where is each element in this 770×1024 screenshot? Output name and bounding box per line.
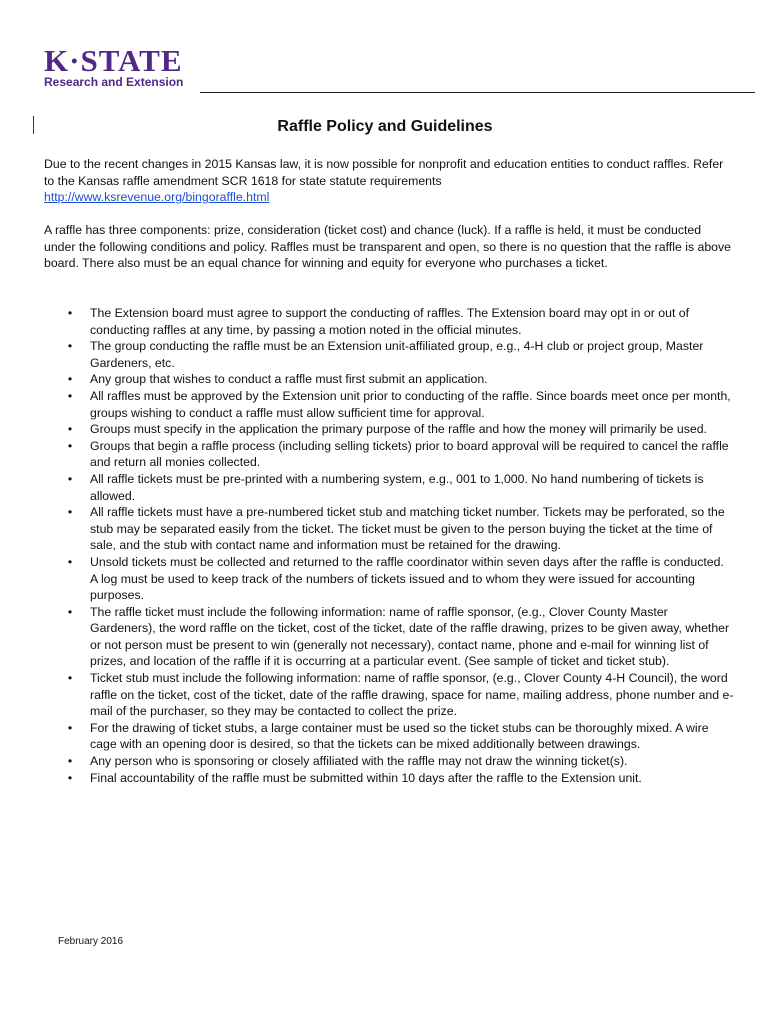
bullet-icon: • [67,770,73,785]
kstate-logo [44,44,183,88]
rule-item [44,770,734,787]
rule-item [44,338,734,371]
rule-item [44,388,734,421]
page-title: Raffle Policy and Guidelines [277,118,493,135]
bullet-icon: • [67,422,73,437]
rule-item [44,554,734,604]
rules-list [44,305,734,786]
logo-subtitle: Research and Extension [44,75,184,89]
bullet-icon: • [67,754,73,769]
bullet-icon: • [67,339,73,354]
intro-text: Due to the recent changes in 2015 Kansas law, it is now possible for nonprofit and education entities to conduct raffles. Refer to the Kansas raffle amendment SCR 1618 for state statute requirements [44,157,724,188]
components-paragraph: A raffle has three components: prize, consideration (ticket cost) and chance (luck). If a raffle is held, it must be conducted under the following conditions and policy. Raffles must be transparent and open, so there is no question that the raffle is above board. There also must be an equal chance for winning and equity for everyone who purchases a ticket. [44,223,732,271]
rule-text: Groups must specify in the application the primary purpose of the raffle and how the money will primarily be used. [90,422,707,437]
bullet-icon: • [67,720,73,735]
rule-text: All raffle tickets must be pre-printed with a numbering system, e.g., 001 to 1,000. No hand numbering of tickets is allowed. [90,471,704,503]
rule-item [44,305,734,338]
rule-text: Unsold tickets must be collected and returned to the raffle coordinator within seven days after the raffle is conducted. A log must be used to keep track of the numbers of tickets issued and to whom they were issued for accounting purposes. [90,554,724,603]
bullet-icon: • [67,388,73,403]
footer-date: February 2016 [58,936,124,947]
rule-item [44,421,734,438]
rule-text: The Extension board must agree to support the conducting of raffles. The Extension board may opt in or out of conducting raffles at any time, by passing a motion noted in the official minutes. [90,306,690,337]
rule-text: Final accountability of the raffle must be submitted within 10 days after the raffle to the Extension unit. [90,770,642,785]
bullet-icon: • [67,604,73,619]
rule-item [44,720,734,753]
rule-item [44,371,734,388]
bullet-icon: • [67,438,73,453]
rule-item [44,438,734,471]
bullet-icon: • [67,372,73,387]
rule-text: Ticket stub must include the following information: name of raffle sponsor, (e.g., Clover County 4-H Council), the word raffle on the ticket, cost of the ticket, date of the raffle drawing, space for name, mailing address, phone number and e-mail of the purchaser, so they may be contacted to collect the prize. [90,671,734,719]
logo-brand: K·STATE [44,43,183,78]
rule-text: Any person who is sponsoring or closely affiliated with the raffle may not draw the winning ticket(s). [90,754,628,769]
header-rule [200,92,755,93]
bullet-icon: • [67,471,73,486]
rule-item [44,504,734,554]
bullet-icon: • [67,671,73,686]
ksrevenue-link[interactable]: http://www.ksrevenue.org/bingoraffle.html [44,190,270,205]
rule-text: All raffles must be approved by the Extension unit prior to conducting of the raffle. Since boards meet once per month, groups wishing to conduct a raffle must allow sufficient time for approval. [90,388,731,420]
rule-text: Groups that begin a raffle process (including selling tickets) prior to board approval will be required to cancel the raffle and return all monies collected. [90,438,729,470]
rule-item [44,604,734,670]
rule-text: The group conducting the raffle must be an Extension unit-affiliated group, e.g., 4-H club or project group, Master Gardeners, etc. [90,339,704,370]
bullet-icon: • [67,505,73,520]
rule-item [44,753,734,770]
intro-paragraph [44,156,734,206]
bullet-icon: • [67,306,73,320]
rule-item [44,670,734,720]
rule-text: For the drawing of ticket stubs, a large container must be used so the ticket stubs can be thoroughly mixed. A wire cage with an opening door is desired, so that the tickets can be mixed additionally between drawings. [90,720,709,752]
bullet-icon: • [67,554,73,569]
rule-text: The raffle ticket must include the following information: name of raffle sponsor, (e.g., Clover County Master Gardeners), the word raffle on the ticket, cost of the ticket, date of the raffle drawing, prizes to be given away, whether or not person must be present to win (generally not necessary), contact name, phone and e-mail for winning list of prizes, and location of the raffle if it is occurring at a particular event. (See sample of ticket and ticket stub). [90,604,730,669]
rule-text: All raffle tickets must have a pre-numbered ticket stub and matching ticket number. Tickets may be perforated, so the stub may be separated easily from the ticket. The ticket must be given to the person buying the ticket at the time of sale, and the stub with contact name and information must be retained for the drawing. [90,505,725,553]
rule-text: Any group that wishes to conduct a raffle must first submit an application. [90,372,488,387]
rule-item [44,471,734,504]
